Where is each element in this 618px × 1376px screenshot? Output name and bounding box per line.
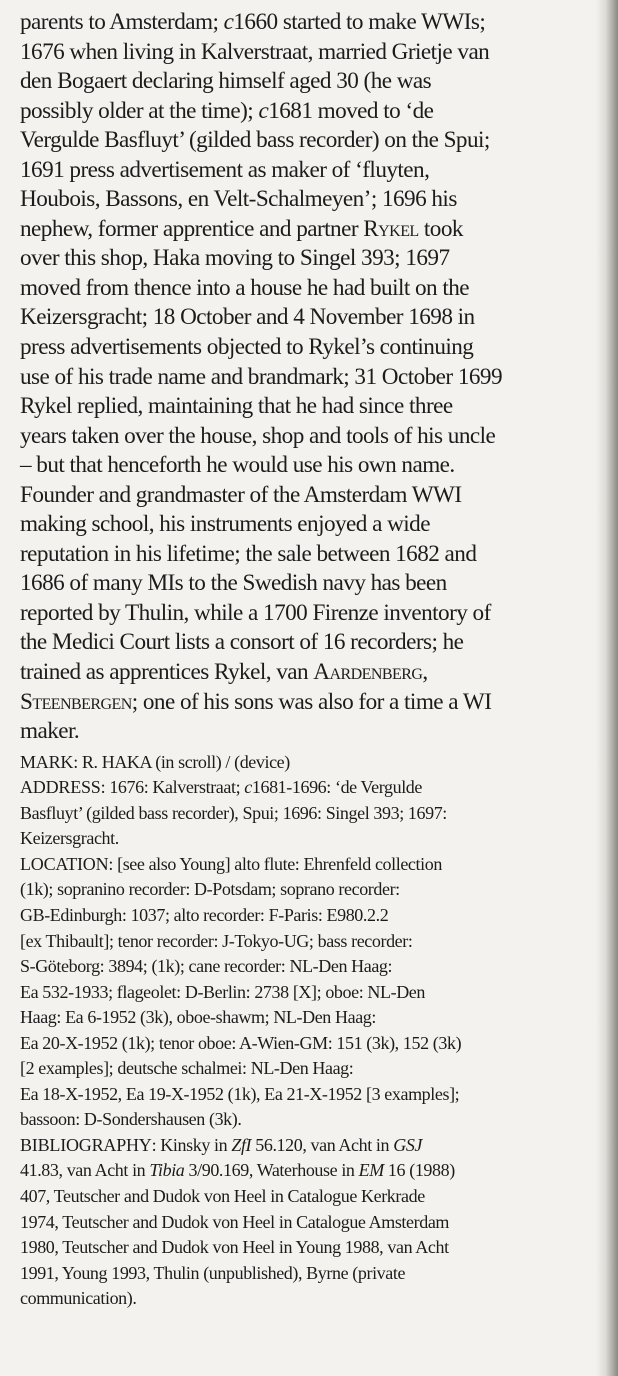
journal-title: EM [358,1160,384,1181]
location-label: LOCATION [20,853,109,874]
circa-abbrev: c [258,97,269,124]
bibliography-text: 3/90.169, Waterhouse in [184,1160,359,1181]
mark-section [20,750,594,776]
location-text: : [see also Young] alto flute: Ehrenfeld collection (1k); sopranino recorder: D-Potsdam; soprano recorder: GB-Edinburgh: 1037; alto recorder: F-Paris: E980.2.2 [ex Thibault]; tenor recorder: J-Tokyo-UG; bass recorder: S-Göteborg: 3894; (1k); cane recorder: NL-Den Haag: Ea 532-1933; flageolet: D-Berlin: 2738 [X]; oboe: NL-Den Haag: Ea 6-1952 (3k), oboe-shawm; NL-Den Haag: Ea 20-X-1952 (1k); tenor oboe: A-Wien-GM: 151 (3k), 152 (3k) [2 examples]; deutsche schalmei: NL-Den Haag: Ea 18-X-1952, Ea 19-X-1952 (1k), Ea 21-X-1952 [3 examples]; bassoon: D-Sondershausen (3k). [20,853,462,1130]
journal-title: ZfI [231,1134,252,1155]
address-label: ADDRESS [20,777,101,798]
journal-title: Tibia [149,1160,185,1181]
bibliography-text: 16 (1988) 407, Teutscher and Dudok von Heel in Catalogue Kerkrade 1974, Teutscher and Dudok von Heel in Catalogue Amsterdam 1980, Teutscher and Dudok von Heel in Young 1988, van Acht 1991, Young 1993, Thulin (unpublished), Byrne (private communication). [20,1160,455,1309]
journal-title: GSJ [393,1134,423,1155]
address-text: : 1676: Kalverstraat; [100,777,245,798]
bibliography-section [20,1133,594,1312]
biography-text: ; one of his sons was also for a time a WI maker. [20,688,492,745]
mark-text: : R. HAKA (in scroll) / (device) [73,751,290,772]
biography-text: 1681 moved to ‘de Vergulde Basfluyt’ (gilded bass recorder) on the Spui; 1691 press advertisement as maker of ‘fluyten, Houbois, Bassons, en Velt-Schalmeyen’; 1696 his nephew, former apprentice and partner [20,97,490,242]
mark-label: MARK [20,751,74,772]
cross-reference-name: Rykel [363,215,419,242]
dictionary-entry [20,8,594,1312]
bibliography-text: 41.83, van Acht in [20,1160,146,1181]
bibliography-label: BIBLIOGRAPHY [20,1134,152,1155]
cross-reference-name: Steenbergen [20,688,132,715]
biography-text: , [422,659,428,686]
bibliography-text: : Kinsky in [151,1134,232,1155]
cross-reference-name: Aardenberg [313,659,423,686]
address-text: 1681-1696: ‘de Vergulde Basfluyt’ (gilded bass recorder), Spui; 1696: Singel 393; 1697: Keizersgracht. [20,777,447,849]
address-section [20,775,594,852]
circa-abbrev: c [223,9,234,35]
biography-text: 1660 started to make WWIs; 1676 when living in Kalverstraat, married Grietje van den Bogaert declaring himself aged 30 (he was possibly older at the time); [20,9,490,124]
page-edge-shadow [596,0,618,1376]
biography-paragraph [20,8,594,747]
biography-text: parents to Amsterdam; [20,9,224,35]
circa-abbrev: c [244,777,252,798]
biography-text: took over this shop, Haka moving to Singel 393; 1697 moved from thence into a house he had built on the Keizersgracht; 18 October and 4 November 1698 in press advertisements objected to Rykel’s continuing use of his trade name and brandmark; 31 October 1699 Rykel replied, maintaining that he had since three years taken over the house, shop and tools of his uncle – but that henceforth he would use his own name. Founder and grandmaster of the Amsterdam WWI making school, his instruments enjoyed a wide reputation in his lifetime; the sale between 1682 and 1686 of many MIs to the Swedish navy has been reported by Thulin, while a 1700 Firenze inventory of the Medici Court lists a consort of 16 recorders; he trained as apprentices Rykel, van [20,215,503,686]
location-section [20,852,594,1133]
bibliography-text: 56.120, van Acht in [251,1134,394,1155]
